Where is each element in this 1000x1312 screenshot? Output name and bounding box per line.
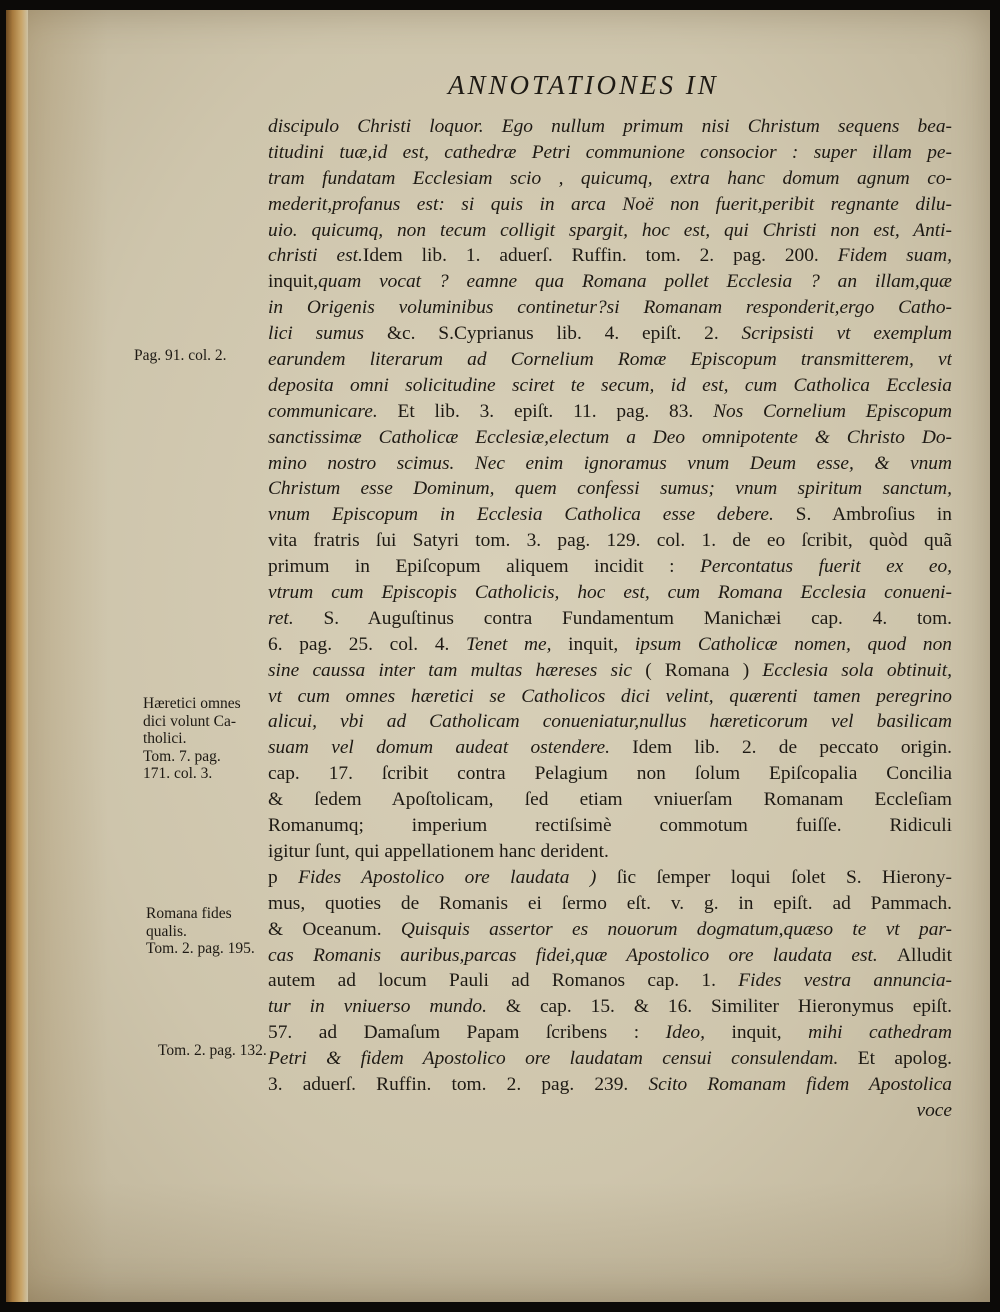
text-line: [268, 218, 952, 244]
text-line: [268, 1098, 952, 1124]
text-line: [268, 476, 952, 502]
sidenote-line: Tom. 2. pag. 132.: [158, 1042, 267, 1059]
page-stain: [28, 10, 108, 1302]
text-run: Percontatus fuerit ex eo,: [700, 556, 952, 578]
text-run: discipulo Christi loquor. Ego nullum primum nisi Christum sequens bea-: [268, 116, 952, 137]
text-run: communicare.: [268, 400, 398, 422]
sidenote-pag-91: [134, 347, 227, 364]
text-run: Idem lib. 2. de peccato origin.: [632, 737, 952, 759]
sidenote-romana-fides: [146, 905, 255, 958]
text-run: cap. 17. ſcribit contra Pelagium non ſolum Epiſcopalia Concilia: [268, 763, 952, 785]
text-line: [268, 709, 952, 735]
text-line: [268, 994, 952, 1020]
text-run: Scito Romanam fidem Apostolica: [648, 1073, 952, 1095]
text-run: Et apolog.: [857, 1048, 952, 1070]
text-run: vtrum cum Episcopis Catholicis, hoc est, cum Romana Ecclesia conueni-: [268, 582, 952, 604]
sidenote-line: Romana fides: [146, 905, 232, 922]
text-line: [268, 787, 952, 813]
text-line: [268, 166, 952, 192]
text-line: [268, 295, 952, 321]
text-run: & cap. 15. & 16. Similiter Hieronymus epiſt.: [505, 996, 952, 1018]
text-run: ret.: [268, 607, 324, 629]
sidenote-haeretici: [143, 695, 241, 783]
text-line: [268, 269, 952, 295]
text-line: [268, 347, 952, 373]
text-run: Quisquis assertor es nouorum dogmatum,quæso te vt par-: [400, 918, 952, 940]
text-line: [268, 761, 952, 787]
text-run: ( Romana ): [645, 659, 763, 681]
running-head: ANNOTATIONES IN: [448, 70, 719, 100]
text-run: cas Romanis auribus,parcas fidei,quæ Apostolico ore laudata est.: [268, 944, 898, 966]
text-line: [268, 1072, 952, 1098]
text-run: lici sumus: [268, 323, 387, 345]
text-run: 6. pag. 25. col. 4.: [268, 633, 467, 655]
text-line: [268, 114, 952, 140]
text-run: voce: [916, 1099, 952, 1121]
text-line: [268, 140, 952, 166]
text-run: inquit,: [268, 271, 319, 293]
text-line: [268, 968, 952, 994]
text-run: inquit,: [568, 633, 635, 655]
text-run: Tenet me,: [466, 633, 569, 655]
text-run: 3. aduerſ. Ruffin. tom. 2. pag. 239.: [268, 1073, 649, 1095]
text-run: S. Auguſtinus contra Fundamentum Manichæi cap. 4. tom.: [323, 607, 952, 629]
text-line: [268, 735, 952, 761]
text-run: vita fratris ſui Satyri tom. 3. pag. 129. col. 1. de eo ſcribit, quòd quã: [268, 530, 952, 552]
text-line: [268, 373, 952, 399]
text-run: sanctissimæ Catholicæ Ecclesiæ,electum a Deo omnipotente & Christo Do-: [268, 426, 952, 448]
text-line: [268, 1046, 952, 1072]
text-line: [268, 425, 952, 451]
text-run: S. Ambroſius in: [795, 504, 952, 526]
text-run: Romanumq; imperium rectiſsimè commotum fuiſſe. Ridiculi: [268, 815, 952, 837]
text-run: vnum Episcopum in Ecclesia Catholica esse debere.: [268, 504, 796, 526]
text-line: [268, 580, 952, 606]
text-run: Christum esse Dominum, quem confessi sumus; vnum spiritum sanctum,: [268, 478, 952, 500]
text-run: christi est.: [268, 245, 363, 267]
text-run: igitur ſunt, qui appellationem hanc derident.: [268, 840, 609, 862]
text-line: [268, 658, 952, 684]
page-shadow: [28, 1182, 990, 1302]
text-run: earundem literarum ad Cornelium Romæ Episcopum transmitterem, vt: [268, 349, 952, 371]
text-run: ipsum Catholicæ nomen, quod non: [634, 633, 952, 655]
text-run: vt cum omnes hæretici se Catholicos dici velint, quærenti tamen peregrino: [268, 685, 952, 707]
text-run: uio. quicumq, non tecum colligit spargit, hoc est, qui Christi non est, Anti-: [268, 219, 952, 241]
text-run: mus, quoties de Romanis ei ſermo eſt. v. g. in epiſt. ad Pammach.: [268, 892, 952, 914]
text-line: [268, 399, 952, 425]
text-line: [268, 451, 952, 477]
text-line: [268, 554, 952, 580]
text-run: & Oceanum.: [268, 918, 401, 940]
text-run: mihi cathedram: [808, 1022, 952, 1044]
page-gilt-edge: [6, 10, 28, 1302]
text-run: Idem lib. 1. aduerſ. Ruffin. tom. 2. pag. 200.: [362, 245, 838, 267]
text-run: Scripsisti vt exemplum: [741, 323, 952, 345]
text-run: &c. S.Cyprianus lib. 4. epiſt. 2.: [386, 323, 742, 345]
text-run: suam vel domum audeat ostendere.: [268, 737, 633, 759]
text-run: Alludit: [897, 944, 952, 966]
text-line: [268, 502, 952, 528]
text-line: [268, 813, 952, 839]
text-run: ſic ſemper loqui ſolet S. Hierony-: [616, 866, 952, 888]
text-run: & ſedem Apoſtolicam, ſed etiam vniuerſam Romanam Eccleſiam: [268, 789, 952, 811]
text-run: Petri & fidem Apostolico ore laudatam censui consulendam.: [268, 1048, 858, 1070]
text-run: deposita omni solicitudine sciret te secum, id est, cum Catholica Ecclesia: [268, 374, 952, 396]
text-run: sine caussa inter tam multas hæreses sic: [268, 659, 646, 681]
text-run: autem ad locum Pauli ad Romanos cap. 1.: [268, 970, 739, 992]
text-run: Ideo,: [665, 1022, 732, 1044]
text-run: tur in vniuerso mundo.: [268, 996, 506, 1018]
text-line: [268, 192, 952, 218]
text-run: quam vocat ? eamne qua Romana pollet Ecclesia ? an illam,quæ: [318, 271, 952, 293]
sidenote-line: dici volunt Ca-: [143, 712, 236, 730]
text-line: [268, 632, 952, 658]
text-run: in Origenis voluminibus continetur?si Romanam responderit,ergo Catho-: [268, 297, 952, 319]
sidenote-line: Hæretici omnes: [143, 695, 241, 712]
text-run: alicui, vbi ad Catholicam conueniatur,nullus hæreticorum vel basilicam: [268, 711, 952, 733]
sidenote-tom-2-pag-132: [158, 1042, 267, 1059]
sidenote-line: Tom. 7. pag.: [143, 747, 221, 765]
text-run: Fides vestra annuncia-: [738, 970, 952, 992]
text-run: Fides Apostolico ore laudata ): [298, 866, 617, 888]
text-line: [268, 891, 952, 917]
text-line: [268, 1020, 952, 1046]
text-line: [268, 917, 952, 943]
sidenote-line: Tom. 2. pag. 195.: [146, 940, 255, 957]
text-run: titudini tuæ,id est, cathedræ Petri communione consocior : super illam pe-: [268, 141, 952, 163]
text-line: [268, 865, 952, 891]
text-run: Et lib. 3. epiſt. 11. pag. 83.: [397, 400, 714, 422]
sidenote-line: Pag. 91. col. 2.: [134, 347, 227, 364]
text-line: [268, 839, 952, 865]
text-run: mino nostro scimus. Nec enim ignoramus vnum Deum esse, & vnum: [268, 452, 952, 474]
text-line: [268, 606, 952, 632]
text-run: Nos Cornelium Episcopum: [713, 400, 952, 422]
text-line: [268, 943, 952, 969]
text-line: [268, 321, 952, 347]
text-run: 57. ad Damaſum Papam ſcribens :: [268, 1022, 666, 1044]
sidenote-line: tholici.: [143, 730, 187, 747]
text-run: tram fundatam Ecclesiam scio , quicumq, extra hanc domum agnum co-: [268, 167, 952, 189]
text-run: p: [268, 866, 299, 888]
sidenote-line: qualis.: [146, 922, 187, 940]
text-run: Ecclesia sola obtinuit,: [762, 659, 952, 681]
text-run: inquit,: [731, 1022, 809, 1044]
text-run: Fidem suam,: [837, 245, 952, 267]
text-line: [268, 243, 952, 269]
sidenote-line: 171. col. 3.: [143, 765, 213, 782]
text-run: primum in Epiſcopum aliquem incidit :: [268, 556, 701, 578]
text-run: mederit,profanus est: si quis in arca Noë non fuerit,peribit regnante dilu-: [268, 193, 952, 215]
body-text: [268, 114, 952, 1124]
text-line: [268, 528, 952, 554]
text-line: [268, 684, 952, 710]
